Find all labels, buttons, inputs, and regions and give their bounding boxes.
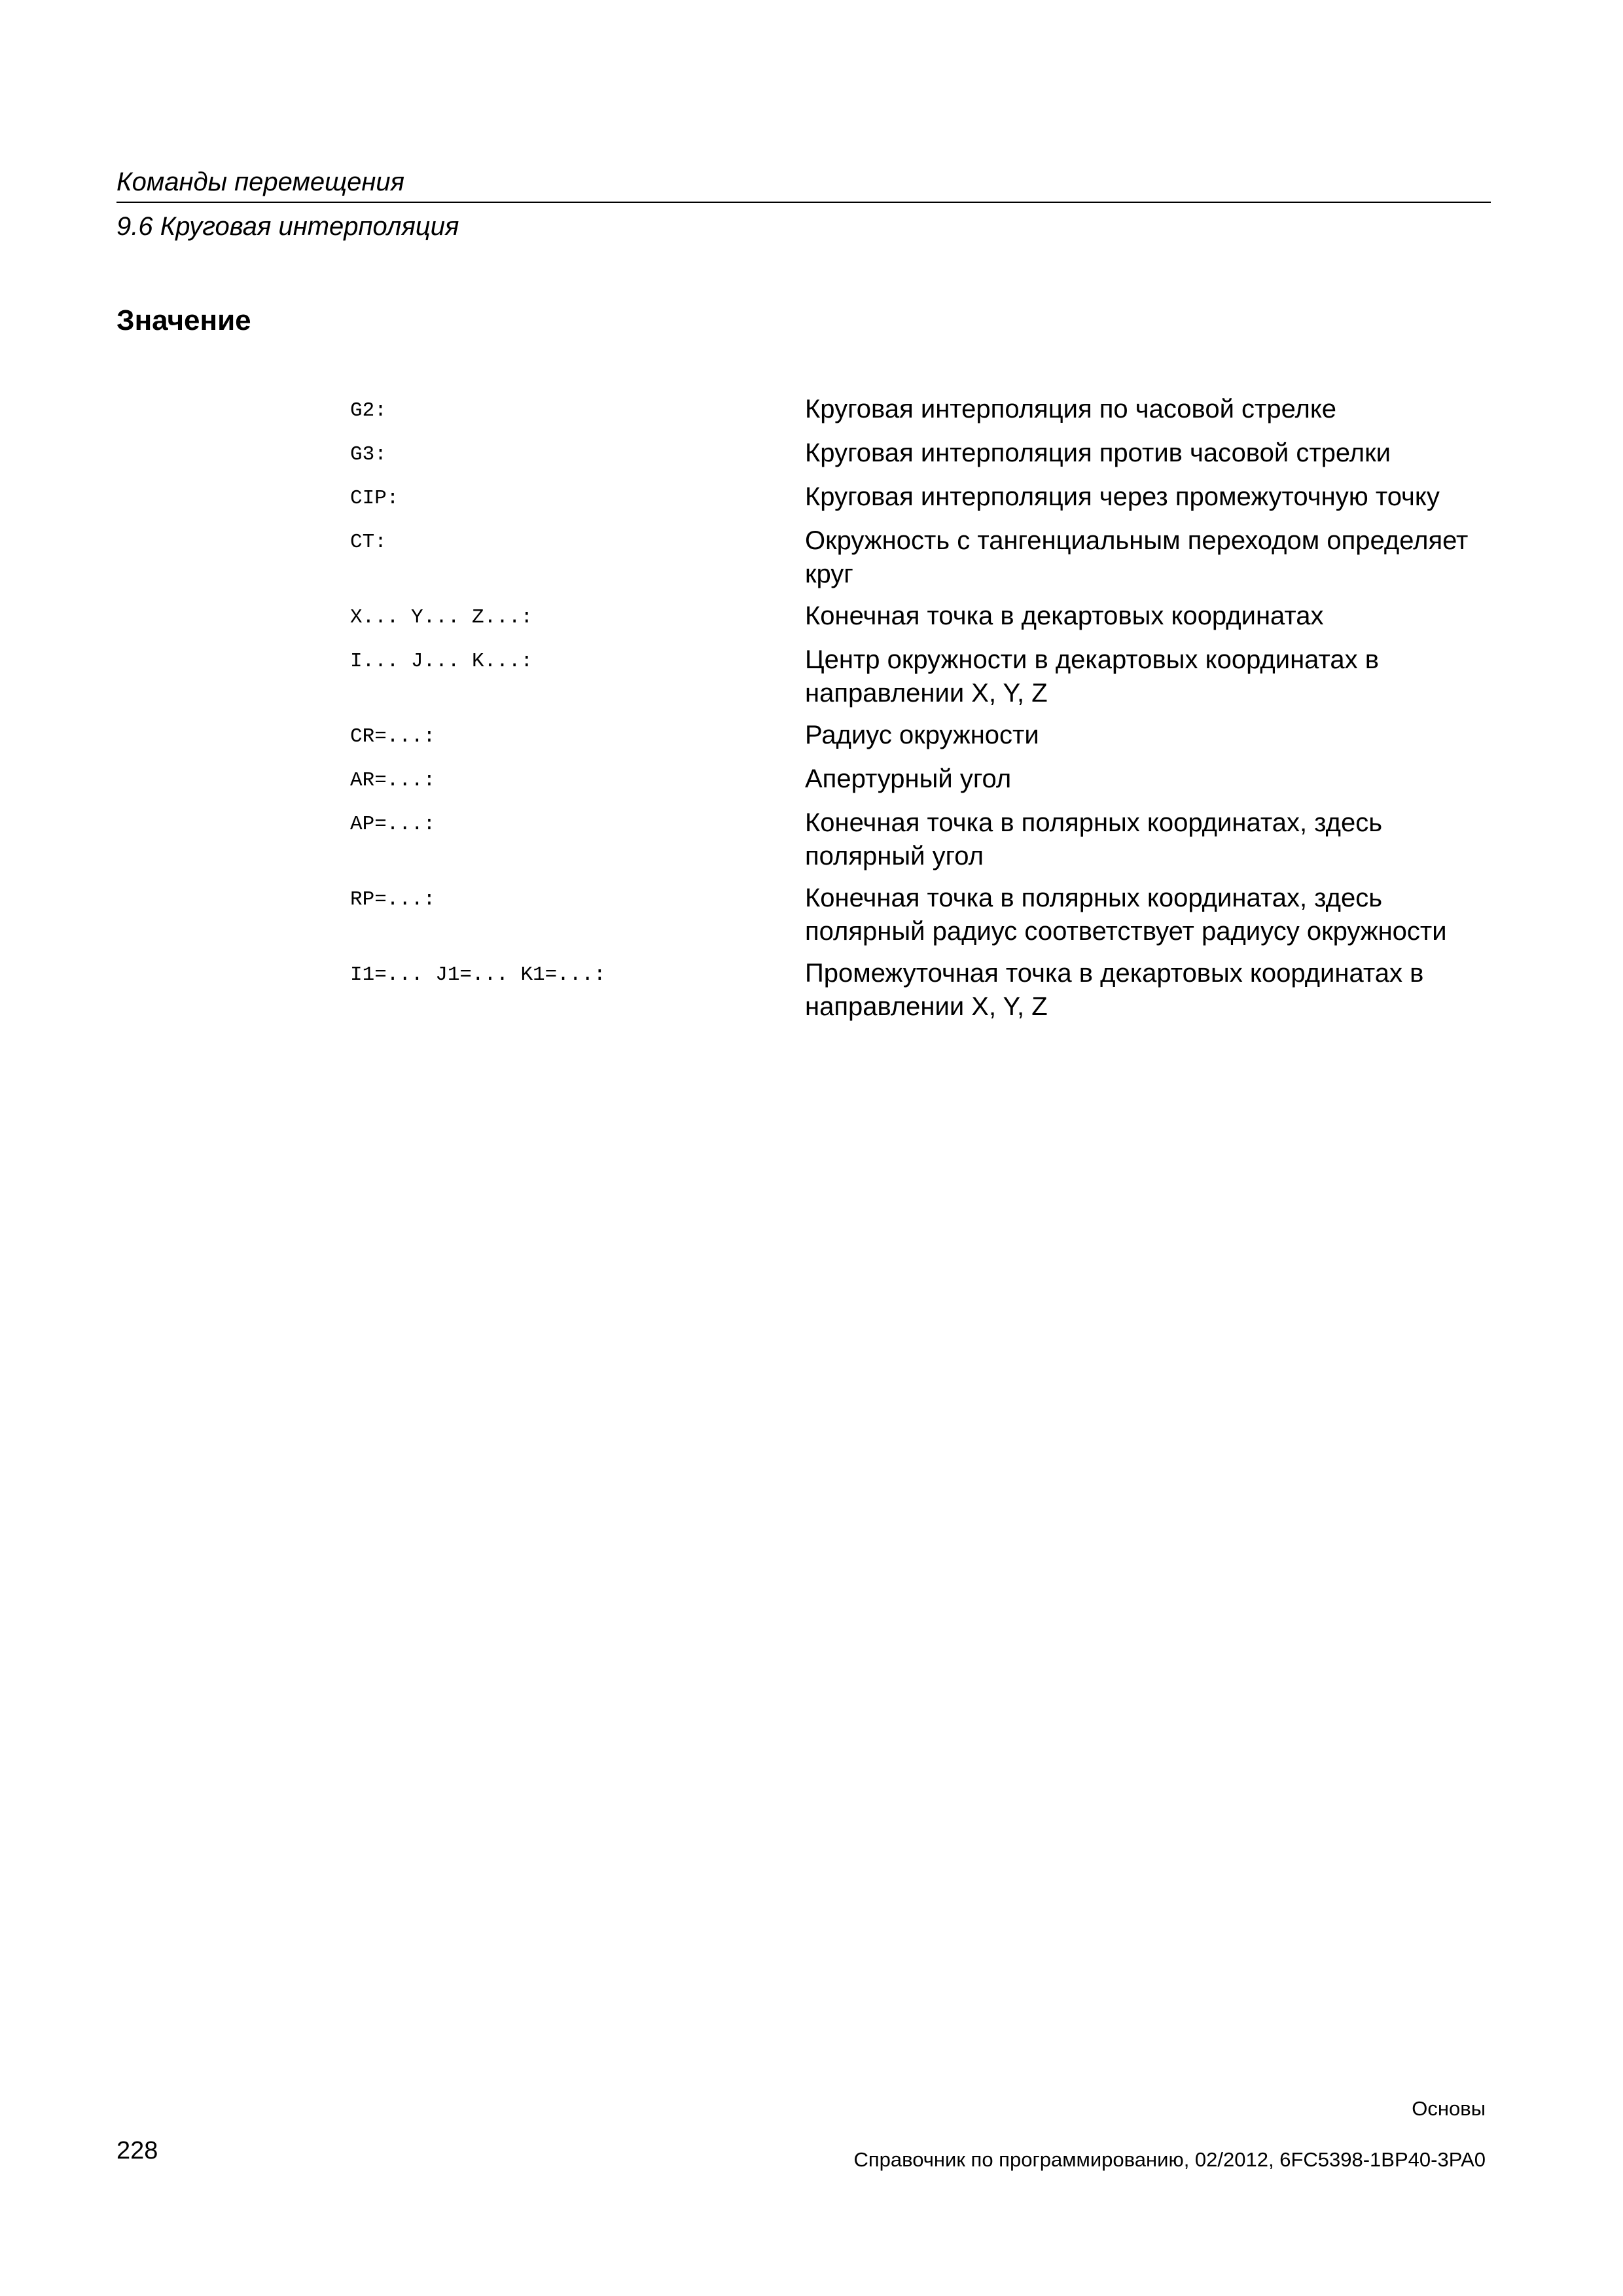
footer-reference: Справочник по программированию, 02/2012, 6FC5398-1BP40-3PA0 — [853, 2148, 1486, 2171]
definition-row — [350, 719, 1502, 754]
definition-list — [350, 393, 1502, 1032]
definition-description: Круговая интерполяция по часовой стрелке — [805, 395, 1337, 423]
definition-row — [350, 480, 1502, 516]
definition-term: AR=...: — [350, 769, 436, 792]
definition-description: Промежуточная точка в декартовых координатах в направлении X, Y, Z — [805, 959, 1424, 1021]
definition-description: Круговая интерполяция через промежуточную точку — [805, 482, 1440, 511]
definition-description: Окружность с тангенциальным переходом определяет круг — [805, 526, 1469, 588]
section-heading: Значение — [116, 304, 251, 336]
definition-description: Конечная точка в декартовых координатах — [805, 601, 1324, 630]
definition-row — [350, 806, 1502, 873]
section-title-header: 9.6 Круговая интерполяция — [116, 212, 459, 241]
definition-row — [350, 957, 1502, 1024]
definition-description: Апертурный угол — [805, 764, 1012, 793]
definition-term: AP=...: — [350, 813, 436, 836]
definition-description: Центр окружности в декартовых координатах в направлении X, Y, Z — [805, 645, 1380, 708]
definition-description: Конечная точка в полярных координатах, здесь полярный угол — [805, 808, 1383, 870]
definition-row — [350, 437, 1502, 472]
definition-description: Круговая интерполяция против часовой стрелки — [805, 439, 1391, 467]
definition-term: CT: — [350, 531, 387, 554]
definition-term: I1=... J1=... K1=...: — [350, 963, 606, 986]
definition-term: G2: — [350, 399, 387, 422]
footer — [853, 2094, 1486, 2174]
definition-row — [350, 882, 1502, 948]
definition-term: I... J... K...: — [350, 650, 533, 673]
definition-row — [350, 393, 1502, 428]
page-number: 228 — [116, 2137, 158, 2164]
definition-description: Радиус окружности — [805, 721, 1039, 749]
definition-row — [350, 600, 1502, 635]
definition-row — [350, 643, 1502, 710]
definition-row — [350, 524, 1502, 591]
definition-row — [350, 762, 1502, 798]
chapter-title: Команды перемещения — [116, 164, 1491, 203]
definition-term: G3: — [350, 443, 387, 466]
running-header — [116, 164, 1491, 245]
definition-description: Конечная точка в полярных координатах, здесь полярный радиус соответствует радиусу окружности — [805, 884, 1447, 946]
definition-term: CIP: — [350, 487, 399, 510]
definition-term: RP=...: — [350, 888, 436, 911]
definition-term: X... Y... Z...: — [350, 606, 533, 629]
definition-term: CR=...: — [350, 725, 436, 748]
footer-book-title: Основы — [1412, 2097, 1486, 2120]
